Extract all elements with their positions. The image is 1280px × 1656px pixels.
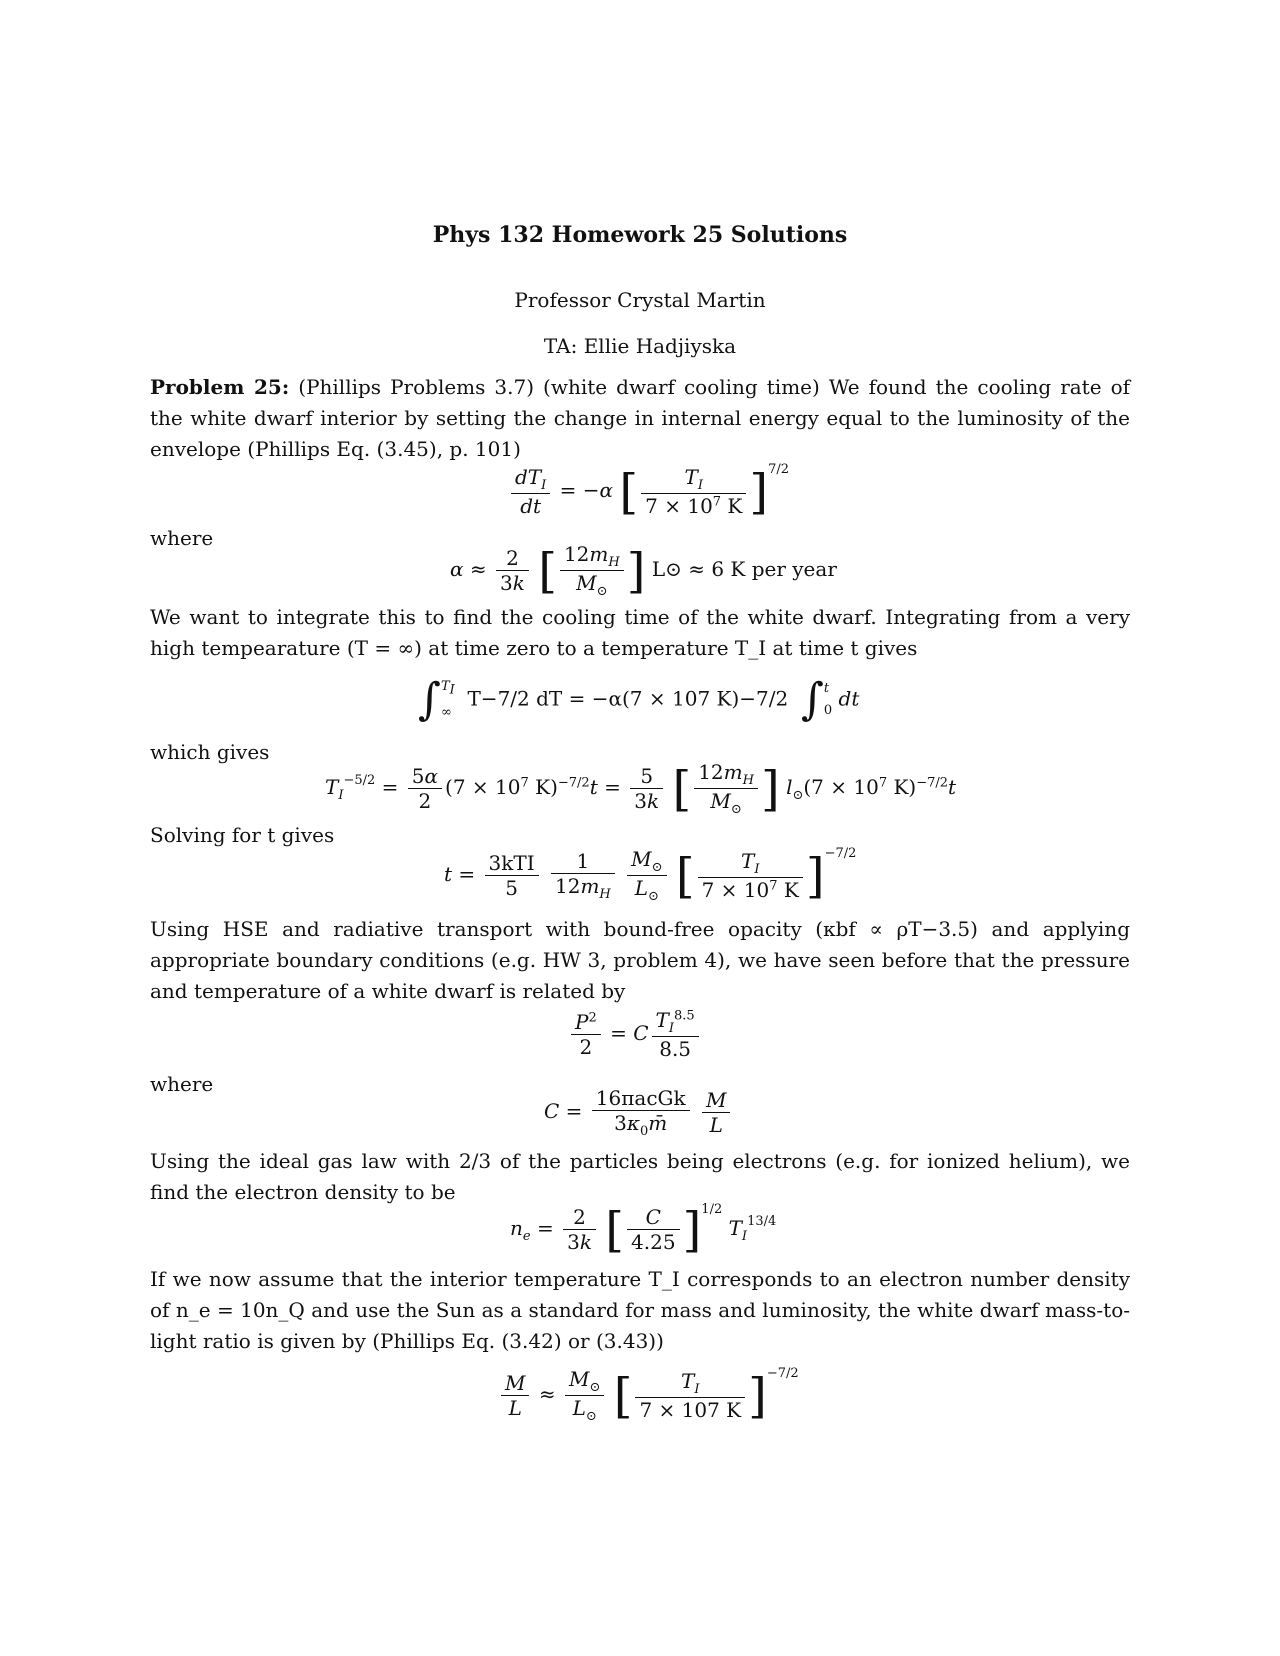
where-label-2: where [150,1072,214,1096]
equation-cooling-time: t = $\frac{\text{3kTI}}{5}$ $\frac{1}{12m_H}$ $\frac{M_⊙}{L_⊙}$ [ $\frac{T_I}{7 \times 10^7 K}$ ]$^{-7/2}$ [444,846,857,904]
alpha-value: L⊙ ≈ 6 K per year [651,557,837,581]
problem-heading: Problem 25: [150,375,290,399]
equation-constant-c: C = $\frac{\text{16πacGk}}{3\kappa_0m̄}$ $\frac{M}{L}$ [544,1086,733,1139]
mass-to-light-paragraph: If we now assume that the interior temperature T_I corresponds to an electron number density of n_e = 10n_Q and use the Sun as a standard for mass and luminosity, the white dwarf mass-to-light ratio is given by (Phillips Eq. (3.42) or (3.43)) [150,1267,1130,1353]
ideal-gas-paragraph: Using the ideal gas law with 2/3 of the particles being electrons (e.g. for ionized helium), we find the electron density to be [150,1149,1130,1204]
equation-pressure-temperature: $\frac{P^2}{2}$ = C $\frac{T_I^{8.5}}{8.5}$ [568,1008,702,1061]
which-gives-label: which gives [150,740,270,764]
equation-alpha: α ≈ $\frac{2}{3k}$ [ $\frac{12m_H}{M_⊙}$ ] L⊙ ≈ 6 K per year [450,542,837,599]
equation-electron-density: $n_e$ = $\frac{2}{3k}$ [ $\frac{C}{4.25}$ ]$^{1/2}$ $T_I^{13/4}$ [510,1201,777,1258]
hse-paragraph: Using HSE and radiative transport with bound-free opacity (κbf ∝ ρT−3.5) and applying appropriate boundary conditions (e.g. HW 3, problem 4), we have seen before that the pressure and temperature of a white dwarf is related by [150,917,1130,1003]
integration-paragraph: We want to integrate this to find the cooling time of the white dwarf. Integrating from a very high tempearature (T = ∞) at time zero to a temperature T_I at time t gives [150,605,1130,660]
cooling-time-numerator: 3kTI [485,851,539,876]
mass-to-light-scale: 7 × 107 K [639,1398,742,1422]
constant-c-numerator: 16πacGk [592,1086,690,1111]
problem-intro-paragraph [150,372,1130,465]
where-label-1: where [150,526,214,550]
equation-cooling-rate: $\frac{dT_I}{dt}$ = −α [ $\frac{T_I}{7 \times 10^7 K}$ ]$^{7/2}$ [508,462,789,518]
equation-integrated: $T_I^{-5/2}$ = $\frac{5\alpha}{2}$ ($7 \times 10^7$ K)$^{-7/2}$t = $\frac{5}{3k}$ [ $\frac{12m_H}{M_⊙}$ ] $l_⊙(7 \times 10^7$ K)$^{-7/2}$t [325,760,957,817]
equation-mass-to-light: $\frac{M}{L}$ ≈ $\frac{M_⊙}{L_⊙}$ [ $\frac{T_I}{7 \times 107 K}$ ]$^{-7/2}$ [498,1366,799,1424]
ta-line: TA: Ellie Hadjiyska [543,334,737,358]
document-title: Phys 132 Homework 25 Solutions [432,222,848,248]
author-line: Professor Crystal Martin [514,288,766,312]
integral-middle: T−7/2 dT = −α(7 × 107 K)−7/2 [467,686,789,711]
equation-integral: ∫ $T_I$ ∞ T−7/2 dT = −α(7 × 107 K)−7/2 ∫ t 0 dt [418,673,860,725]
problem-intro-text: (Phillips Problems 3.7) (white dwarf cooling time) We found the cooling rate of the white dwarf interior by setting the change in internal energy equal to the luminosity of the envelope (Phillips Eq. (3.45), p. 101) [150,375,1131,461]
solving-label: Solving for t gives [150,823,335,847]
